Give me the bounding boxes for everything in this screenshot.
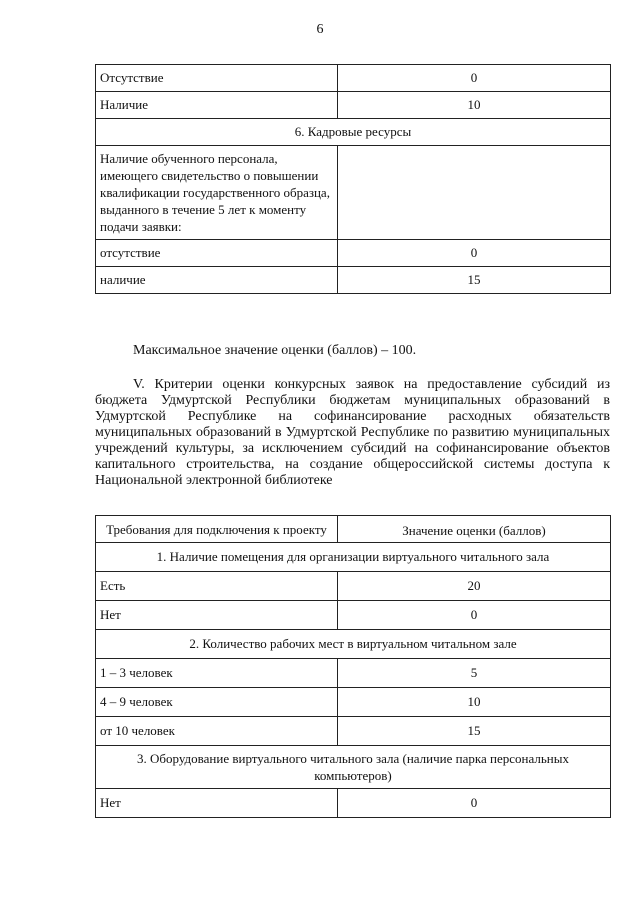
empty-cell — [338, 146, 611, 240]
score-value: 0 — [338, 65, 611, 92]
criterion-label: 4 – 9 человек — [96, 688, 338, 717]
section-title: 1. Наличие помещения для организации виртуального читального зала — [96, 543, 611, 572]
table-row — [96, 688, 611, 717]
score-value: 0 — [338, 601, 611, 630]
criterion-label: 1 – 3 человек — [96, 659, 338, 688]
table-row — [96, 267, 611, 294]
criteria-heading: V. Критерии оценки конкурсных заявок на предоставление субсидий из бюджета Удмуртской Республики бюджетам муниципальных образований в Удмуртской Республике на софинансирование расходных обязательств муниципальных образований в Удмуртской Республике по развитию муниципальных учреждений культуры, за исключением субсидий на софинансирование объектов капитального строительства, на создание общероссийской системы доступа к Национальной электронной библиотеке — [95, 377, 610, 488]
section-row — [96, 543, 611, 572]
table-row — [96, 65, 611, 92]
score-value: 10 — [338, 688, 611, 717]
criterion-label: Нет — [96, 601, 338, 630]
table-row — [96, 146, 611, 240]
criterion-label: от 10 человек — [96, 717, 338, 746]
table-row — [96, 92, 611, 119]
criteria-scoring-table — [95, 515, 611, 818]
score-value: 10 — [338, 92, 611, 119]
score-value: 15 — [338, 717, 611, 746]
section-row — [96, 630, 611, 659]
table-row — [96, 601, 611, 630]
section-title: 2. Количество рабочих мест в виртуальном читальном зале — [96, 630, 611, 659]
table-row — [96, 572, 611, 601]
scoring-table-continued — [95, 64, 611, 294]
section-title: 3. Оборудование виртуального читального зала (наличие парка персональных компьютеров) — [96, 746, 611, 789]
score-value: 15 — [338, 267, 611, 294]
criterion-label: наличие — [96, 267, 338, 294]
max-score-text: Максимальное значение оценки (баллов) – 100. — [133, 343, 417, 358]
header-row — [96, 516, 611, 543]
score-value: 0 — [338, 240, 611, 267]
column-header-requirements: Требования для подключения к проекту — [96, 516, 338, 543]
score-value: 5 — [338, 659, 611, 688]
table-row — [96, 717, 611, 746]
table-row — [96, 659, 611, 688]
score-value: 0 — [338, 789, 611, 818]
criterion-label: Отсутствие — [96, 65, 338, 92]
column-header-score: Значение оценки (баллов) — [338, 516, 611, 543]
criterion-label: отсутствие — [96, 240, 338, 267]
section-row — [96, 746, 611, 789]
criterion-label: Есть — [96, 572, 338, 601]
criterion-label: Наличие — [96, 92, 338, 119]
table-row — [96, 240, 611, 267]
table-row — [96, 789, 611, 818]
criterion-question: Наличие обученного персонала, имеющего свидетельство о повышении квалификации государственного образца, выданного в течение 5 лет к моменту подачи заявки: — [96, 146, 338, 240]
page-number: 6 — [316, 22, 324, 37]
section-title: 6. Кадровые ресурсы — [96, 119, 611, 146]
section-row — [96, 119, 611, 146]
criterion-label: Нет — [96, 789, 338, 818]
score-value: 20 — [338, 572, 611, 601]
